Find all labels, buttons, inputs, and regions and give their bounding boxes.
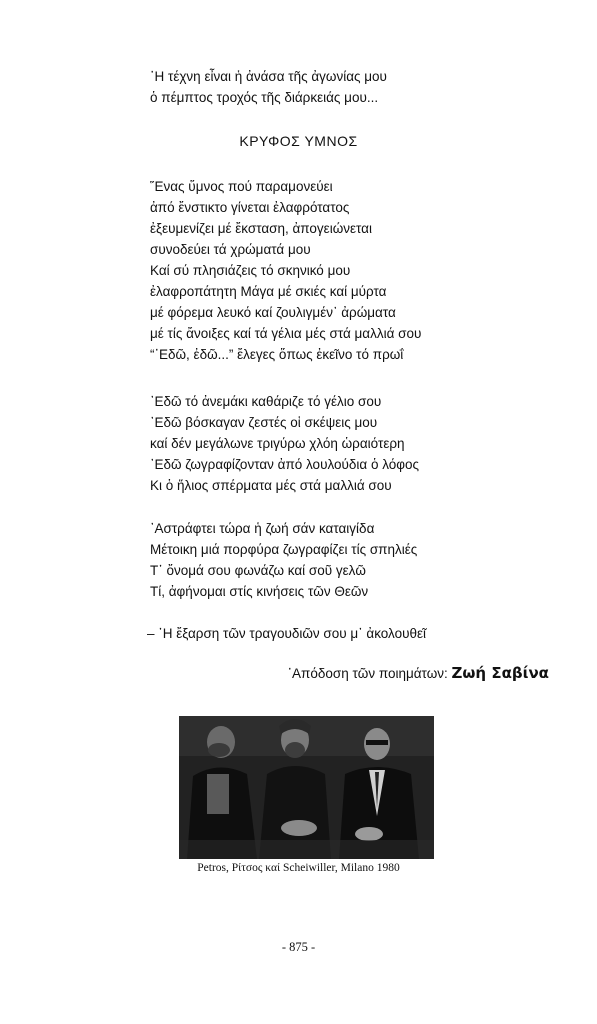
verse-line: ῾Η τέχνη εἶναι ἡ ἀνάσα τῆς ἀγωνίας μου — [150, 69, 387, 84]
verse-line: μέ τίς ἄνοιξες καί τά γέλια μές στά μαλλιά σου — [150, 326, 422, 341]
verse-line: ῞Ενας ὕμνος πού παραμονεύει — [150, 179, 333, 194]
stanza-1 — [150, 176, 421, 365]
verse-line: ᾽Εδῶ τό ἀνεμάκι καθάριζε τό γέλιο σου — [150, 394, 382, 409]
translator-name: Ζωή Σαβίνα — [451, 664, 549, 682]
attribution-prefix: ᾽Απόδοση τῶν ποιημάτων: — [287, 666, 448, 681]
verse-line: μέ φόρεμα λευκό καί ζουλιγμέν᾽ ἀρώματα — [150, 305, 396, 320]
stanza-2 — [150, 391, 419, 496]
group-photo — [179, 716, 434, 859]
verse-line: “᾽Εδῶ, ἐδῶ...” ἔλεγες ὅπως ἐκεῖνο τό πρωΐ — [150, 347, 404, 362]
verse-line: ᾽Εδῶ βόσκαγαν ζεστές οἱ σκέψεις μου — [150, 415, 378, 430]
verse-line: Τ᾽ ὄνομά σου φωνάζω καί σοῦ γελῶ — [150, 563, 366, 578]
photo-caption: Petros, Ρίτσος καί Scheiwiller, Milano 1980 — [197, 862, 400, 874]
closing-line: – ῾Η ἔξαρση τῶν τραγουδιῶν σου μ᾽ ἀκολουθεῖ — [147, 626, 427, 641]
verse-line: συνοδεύει τά χρώματά μου — [150, 242, 311, 257]
verse-line: ὁ πέμπτος τροχός τῆς διάρκειάς μου... — [150, 90, 379, 105]
verse-line: ᾽Αστράφτει τώρα ἡ ζωή σάν καταιγίδα — [150, 521, 375, 536]
verse-line: ἐξευμενίζει μέ ἔκσταση, ἀπογειώνεται — [150, 221, 372, 236]
verse-line: Μέτοικη μιά πορφύρα ζωγραφίζει τίς σπηλιές — [150, 542, 418, 557]
verse-line: ᾽Εδῶ ζωγραφίζονταν ἀπό λουλούδια ὁ λόφος — [150, 457, 420, 472]
verse-line: Κι ὁ ἥλιος σπέρματα μές στά μαλλιά σου — [150, 478, 392, 493]
verse-line: ἀπό ἔνστικτο γίνεται ἐλαφρότατος — [150, 200, 350, 215]
translation-attribution — [288, 664, 549, 682]
verse-line: ἐλαφροπάτητη Μάγα μέ σκιές καί μύρτα — [150, 284, 387, 299]
verse-line: Καί σύ πλησιάζεις τό σκηνικό μου — [150, 263, 351, 278]
verse-line: Τί, ἀφήνομαι στίς κινήσεις τῶν Θεῶν — [150, 584, 369, 599]
verse-line: καί δέν μεγάλωνε τριγύρω χλόη ὡραιότερη — [150, 436, 405, 451]
page-number: - 875 - — [281, 940, 316, 954]
intro-verses — [150, 66, 387, 108]
photo-illustration — [179, 716, 434, 859]
poem-title: ΚΡΥΦΟΣ ΥΜΝΟΣ — [239, 133, 358, 149]
stanza-3 — [150, 518, 417, 602]
